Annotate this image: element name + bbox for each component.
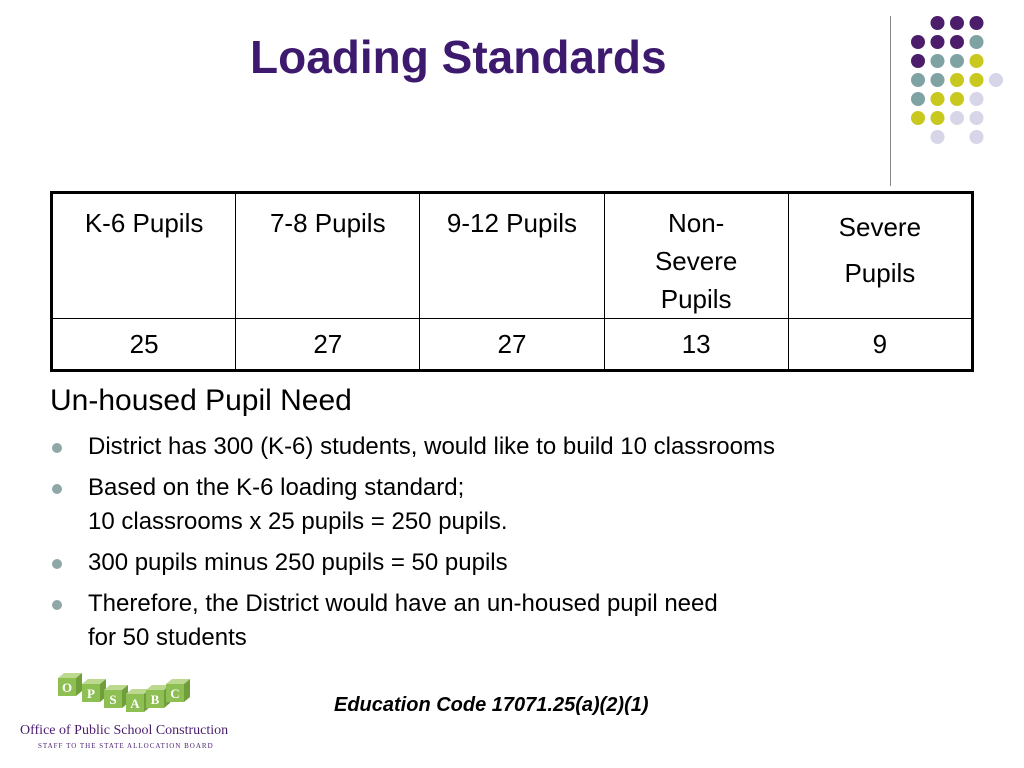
bullet-icon: [52, 443, 62, 453]
loading-standards-table: [50, 191, 974, 372]
value-cell-7-8: 27: [236, 319, 420, 371]
header-text-line: 7-8 Pupils: [269, 208, 386, 238]
header-text-line: 9-12 Pupils: [446, 208, 577, 238]
bullet-text: District has 300 (K-6) students, would like to build 10 classrooms: [88, 433, 775, 460]
bullet-icon: [52, 600, 62, 610]
header-text-line: K-6 Pupils: [84, 208, 204, 238]
bullet-text: 300 pupils minus 250 pupils = 50 pupils: [88, 549, 508, 576]
header-cell-9-12: [420, 193, 604, 319]
bullet-text-line2: for 50 students: [88, 624, 247, 651]
header-text-line: Severe: [838, 212, 922, 242]
citation: Education Code 17071.25(a)(2)(1): [334, 694, 649, 716]
logo-letter: O: [61, 680, 73, 695]
logo-letter: P: [87, 686, 95, 701]
decorative-dot: [931, 73, 945, 87]
decorative-dot: [970, 92, 984, 106]
decorative-dot: [970, 35, 984, 49]
decorative-dot: [989, 73, 1003, 87]
bullet-text: Therefore, the District would have an un-housed pupil need: [88, 590, 718, 617]
decorative-dot: [970, 111, 984, 125]
header-text-line: Non-: [667, 208, 725, 238]
table-header-row: [52, 193, 973, 319]
logo-letter: B: [150, 692, 160, 707]
decorative-dot: [911, 111, 925, 125]
header-cell-k6: [52, 193, 236, 319]
logo-tagline: STAFF TO THE STATE ALLOCATION BOARD: [38, 742, 214, 750]
decorative-dot: [950, 73, 964, 87]
table-value-row: [52, 319, 973, 371]
list-item: [50, 546, 950, 580]
decorative-dot: [970, 54, 984, 68]
decorative-dot: [970, 73, 984, 87]
value-cell-severe: 9: [788, 319, 972, 371]
decorative-dot: [931, 92, 945, 106]
slide-title: Loading Standards: [250, 31, 667, 83]
decorative-dot: [950, 54, 964, 68]
list-item: [50, 430, 950, 464]
decorative-dot: [950, 35, 964, 49]
bullet-icon: [52, 484, 62, 494]
decorative-dot-grid: [0, 0, 1024, 200]
logo-block: [58, 673, 82, 696]
logo-letter: S: [109, 692, 117, 707]
list-item: [50, 587, 950, 655]
decorative-dot: [911, 92, 925, 106]
decorative-dot: [911, 54, 925, 68]
logo-name: Office of Public School Construction: [20, 723, 229, 738]
bullet-text-line2: 10 classrooms x 25 pupils = 250 pupils.: [88, 508, 508, 535]
decorative-dot: [931, 130, 945, 144]
bullet-list: [50, 430, 950, 662]
bullet-icon: [52, 559, 62, 569]
decorative-dot: [950, 111, 964, 125]
decorative-dot: [970, 16, 984, 30]
decorative-dot: [970, 130, 984, 144]
decorative-dot: [911, 35, 925, 49]
decorative-dot: [911, 73, 925, 87]
logo-block: [104, 685, 128, 708]
logo-block: [82, 679, 106, 702]
logo-block: [166, 679, 190, 702]
divider-line: [890, 16, 891, 186]
value-cell-k6: 25: [52, 319, 236, 371]
decorative-dot: [931, 35, 945, 49]
logo-letter: C: [170, 686, 180, 701]
decorative-dot: [931, 54, 945, 68]
bullet-text: Based on the K-6 loading standard;: [88, 474, 465, 501]
list-item: [50, 471, 950, 539]
logo-letter: A: [130, 696, 140, 711]
value-cell-non-severe: 13: [604, 319, 788, 371]
decorative-dot: [931, 111, 945, 125]
section-title: Un-housed Pupil Need: [50, 384, 352, 417]
header-cell-severe: [788, 193, 972, 319]
decorative-dot: [931, 16, 945, 30]
header-text-line: Severe: [654, 246, 738, 276]
header-cell-7-8: [236, 193, 420, 319]
header-text-line: Pupils: [844, 258, 916, 288]
header-text-line: Pupils: [660, 284, 732, 314]
decorative-dot: [950, 16, 964, 30]
header-cell-non-severe: [604, 193, 788, 319]
decorative-dot: [950, 92, 964, 106]
value-cell-9-12: 27: [420, 319, 604, 371]
